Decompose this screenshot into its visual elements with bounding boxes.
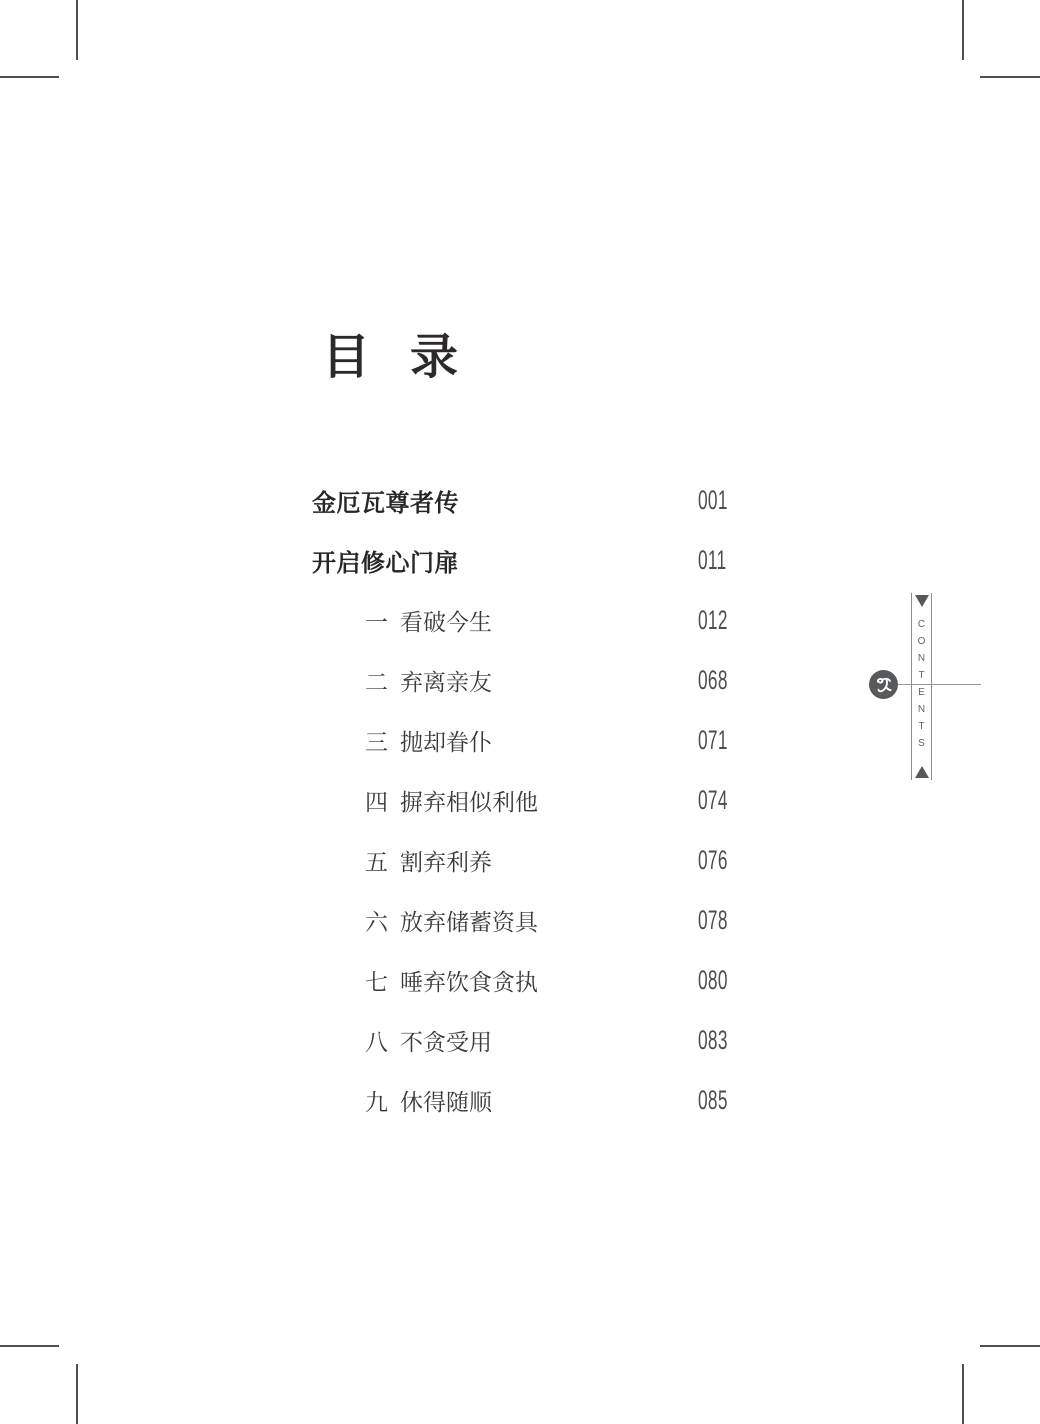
toc-entry-page-number: 085 (698, 1085, 728, 1115)
toc-list (312, 470, 752, 1130)
toc-entry-index: 五 (365, 849, 388, 875)
crop-mark-top-left-vertical (76, 0, 78, 60)
toc-entry-title: 开启修心门扉 (312, 550, 459, 577)
toc-entry-title: 看破今生 (400, 609, 492, 635)
crop-mark-bottom-right-horizontal (980, 1345, 1040, 1347)
toc-entry-index: 九 (365, 1089, 388, 1115)
toc-entry-page-number: 071 (698, 725, 728, 755)
toc-entry-page-number: 011 (698, 545, 727, 575)
page-title: 目 录 (322, 331, 459, 384)
toc-entry (312, 950, 752, 1010)
triangle-up-icon (915, 766, 929, 778)
toc-entry-page-number: 001 (698, 485, 728, 515)
contents-tab (911, 593, 932, 780)
toc-entry (312, 1010, 752, 1070)
toc-entry-index: 八 (365, 1029, 388, 1055)
toc-entry-index: 七 (365, 969, 388, 995)
toc-entry-index: 四 (365, 789, 388, 815)
crop-mark-bottom-right-vertical (962, 1364, 964, 1424)
toc-entry-page-number: 078 (698, 905, 728, 935)
toc-entry-title: 割弃利养 (400, 849, 492, 875)
toc-entry-index: 二 (365, 669, 388, 695)
sidebar-rule-line (884, 684, 981, 685)
toc-entry (312, 1070, 752, 1130)
crop-mark-bottom-left-vertical (76, 1364, 78, 1424)
toc-entry-index: 三 (365, 729, 388, 755)
toc-entry (312, 470, 752, 530)
tibetan-seal (869, 670, 898, 699)
toc-entry-page-number: 012 (698, 605, 728, 635)
crop-mark-bottom-left-horizontal (0, 1345, 59, 1347)
toc-entry-title: 金厄瓦尊者传 (312, 490, 459, 517)
toc-entry (312, 650, 752, 710)
toc-entry-title: 抛却眷仆 (400, 729, 492, 755)
toc-entry-title: 休得随顺 (400, 1089, 492, 1115)
crop-mark-top-right-horizontal (980, 76, 1040, 78)
toc-entry (312, 710, 752, 770)
toc-entry-title: 摒弃相似利他 (400, 789, 538, 815)
toc-entry (312, 590, 752, 650)
contents-vertical-label: CONTENTS (916, 618, 927, 755)
toc-entry-page-number: 080 (698, 965, 728, 995)
toc-entry (312, 830, 752, 890)
crop-mark-top-right-vertical (962, 0, 964, 60)
toc-entry-index: 一 (365, 609, 388, 635)
toc-entry (312, 890, 752, 950)
toc-entry-title: 放弃储蓄资具 (400, 909, 538, 935)
toc-entry-page-number: 083 (698, 1025, 728, 1055)
tibetan-seal-icon (873, 674, 895, 696)
toc-entry-title: 唾弃饮食贪执 (400, 969, 538, 995)
triangle-down-icon (915, 595, 929, 607)
toc-entry-page-number: 076 (698, 845, 728, 875)
crop-mark-top-left-horizontal (0, 76, 59, 78)
toc-entry-index: 六 (365, 909, 388, 935)
toc-entry (312, 530, 752, 590)
toc-entry-page-number: 068 (698, 665, 728, 695)
toc-entry-title: 不贪受用 (400, 1029, 492, 1055)
toc-entry-page-number: 074 (698, 785, 728, 815)
toc-entry-title: 弃离亲友 (400, 669, 492, 695)
toc-entry (312, 770, 752, 830)
